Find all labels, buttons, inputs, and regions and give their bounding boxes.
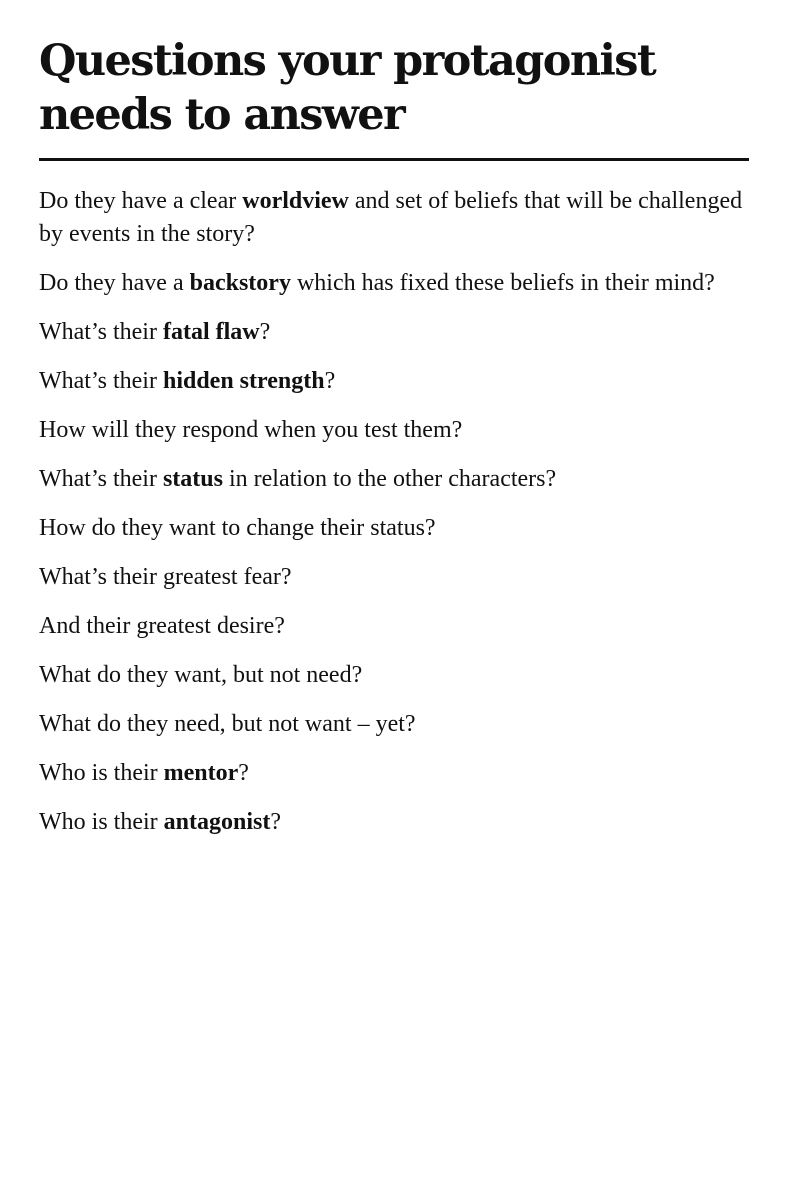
page [39, 34, 749, 855]
question-text: How do they want to change their status? [39, 515, 436, 541]
question-item [39, 561, 749, 594]
question-text: and set of beliefs that will be challenged by events in the story? [39, 188, 743, 247]
question-text: ? [238, 760, 249, 786]
question-text: ? [259, 319, 271, 345]
question-item [39, 806, 749, 839]
question-keyword: worldview [242, 188, 349, 214]
question-text: How will they respond when you test them? [39, 417, 463, 443]
question-item [39, 414, 749, 447]
question-keyword: backstory [189, 270, 291, 296]
question-text: Who is their [39, 809, 164, 835]
question-keyword: hidden strength [162, 368, 325, 394]
question-item [39, 659, 749, 692]
question-text: What do they want, but not need? [39, 662, 363, 688]
question-text: And their greatest desire? [39, 613, 285, 639]
page-title: Questions your protagonist needs to answer [39, 36, 656, 140]
question-item [39, 365, 749, 398]
question-text: What do they need, but not want – yet? [39, 711, 416, 737]
question-text: What’s their [39, 368, 163, 394]
question-item [39, 512, 749, 545]
question-item [39, 316, 749, 349]
question-keyword: fatal flaw [162, 319, 260, 345]
question-list [39, 185, 749, 839]
title-divider [39, 158, 749, 161]
question-text: Do they have a clear [39, 188, 243, 214]
question-text: Do they have a [39, 270, 190, 296]
question-text: Who is their [39, 760, 164, 786]
question-text: ? [270, 809, 281, 835]
question-keyword: antagonist [163, 809, 271, 835]
question-keyword: status [162, 466, 223, 492]
question-text: in relation to the other characters? [222, 466, 557, 492]
question-item [39, 463, 749, 496]
question-text: ? [324, 368, 336, 394]
question-item [39, 708, 749, 741]
question-item [39, 185, 749, 251]
question-text: which has fixed these beliefs in their mind? [290, 270, 715, 296]
question-item [39, 757, 749, 790]
question-keyword: mentor [163, 760, 239, 786]
question-item [39, 267, 749, 300]
question-text: What’s their [39, 466, 163, 492]
question-text: What’s their greatest fear? [39, 564, 292, 590]
question-item [39, 610, 749, 643]
question-text: What’s their [39, 319, 163, 345]
